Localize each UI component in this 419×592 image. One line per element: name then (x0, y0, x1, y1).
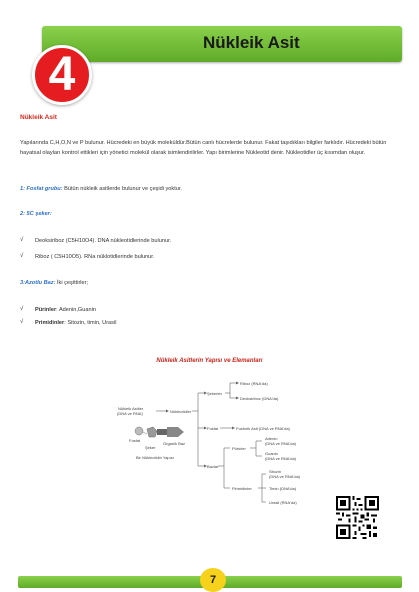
nucleic-acids-label: Nükleik Asitler (118, 406, 144, 411)
organik-baz-label: Organik Baz (163, 441, 186, 446)
fosfat-branch-label: Fosfat (207, 426, 219, 431)
purin-text: : Adenin,Guanin (56, 307, 96, 313)
check-mark: √ (20, 237, 24, 243)
check-mark: √ (20, 253, 24, 259)
purinler-label: Pürinler (232, 446, 246, 451)
adenin-label: Adenin (265, 436, 278, 441)
check-mark: √ (20, 319, 24, 325)
timin-label: Timin (DNA'da) (269, 486, 297, 491)
azotlu-text: İki çeşittirler; (55, 280, 89, 286)
intro-paragraph: Yapılarında C,H,O,N ve P bulunur. Hücredeki en büyük moleküldür.Bütün canlı hücrelerde bulunur. Fakat taşıdıkları bilgiler farklıdır. Hücredeki bütün hayatsal olayları kontrol ettikleri için yönetici molekül olarak isimlendirilirler. Yapı birimlerine Nükleotid denir. Nükleotidler üç kısımdan oluşur. (20, 140, 387, 156)
nukleotidler-label: Nükleotidler (170, 409, 192, 414)
nucleic-acids-sub: (DNA ve RNA) (117, 411, 143, 416)
fosfat-illustration-label: Fosfat (129, 438, 141, 443)
baz-shape-1 (157, 429, 167, 435)
chapter-number-badge: 4 (32, 45, 92, 105)
deoksiriboz-text: Deoksiriboz (C5H10O4). DNA nükleotidlerinde bulunur. (35, 238, 172, 244)
sitozin-sub: (DNA ve RNA'da) (269, 474, 300, 479)
deoksiriboz-label: Deoksiriboz (DNA'da) (240, 396, 279, 401)
azotlu-label: 3:Azotlu Baz: (20, 280, 56, 286)
riboz-text: Riboz ( C5H10O5). RNa nüklotidlerinde bulunur. (35, 254, 155, 260)
urasil-label: Urasil (RNA'da) (269, 500, 297, 505)
purin-label: Pürinler (35, 307, 57, 313)
seker-illustration-label: Şeker (145, 445, 156, 450)
bir-nukleotid-label: Bir Nükleotidin Yapısı (136, 455, 174, 460)
check-mark: √ (20, 306, 24, 312)
sekerler-label: Şekerler (207, 391, 222, 396)
bazlar-label: Bazlar (207, 464, 219, 469)
page-number: 7 (200, 568, 226, 592)
riboz-label: Riboz (RNA'da) (240, 381, 268, 386)
adenin-sub: (DNA ve RNA'da) (265, 441, 296, 446)
guanin-sub: (DNA ve RNA'da) (265, 456, 296, 461)
guanin-label: Guanin (265, 451, 278, 456)
primidin-label: Primidinler (35, 320, 65, 326)
fosfat-shape (135, 427, 143, 435)
sitozin-label: Sitozin (269, 469, 282, 474)
seker-shape (147, 427, 157, 437)
baz-shape-2 (167, 427, 178, 437)
section-title: Nükleik Asit (20, 114, 57, 121)
diagram-title: Nükleik Asitlerin Yapısı ve Elemanları (156, 358, 263, 364)
fosfat-text: Bütün nükleik asitlerde bulunur ve çeşidi yoktur. (62, 186, 182, 192)
fosforik-asit-label: Fosforik Asit (DNA ve RNA'da) (236, 426, 290, 431)
primidin-text: : Sitozin, timin, Urasil (64, 320, 117, 326)
qr-code (336, 496, 379, 539)
fosfat-label: 1: Fosfat grubu: (20, 186, 63, 192)
page-title: Nükleik Asit (203, 33, 300, 52)
seker-label: 2: 5C şeker: (20, 211, 52, 217)
pirimidinler-label: Pirimidinler (232, 486, 252, 491)
